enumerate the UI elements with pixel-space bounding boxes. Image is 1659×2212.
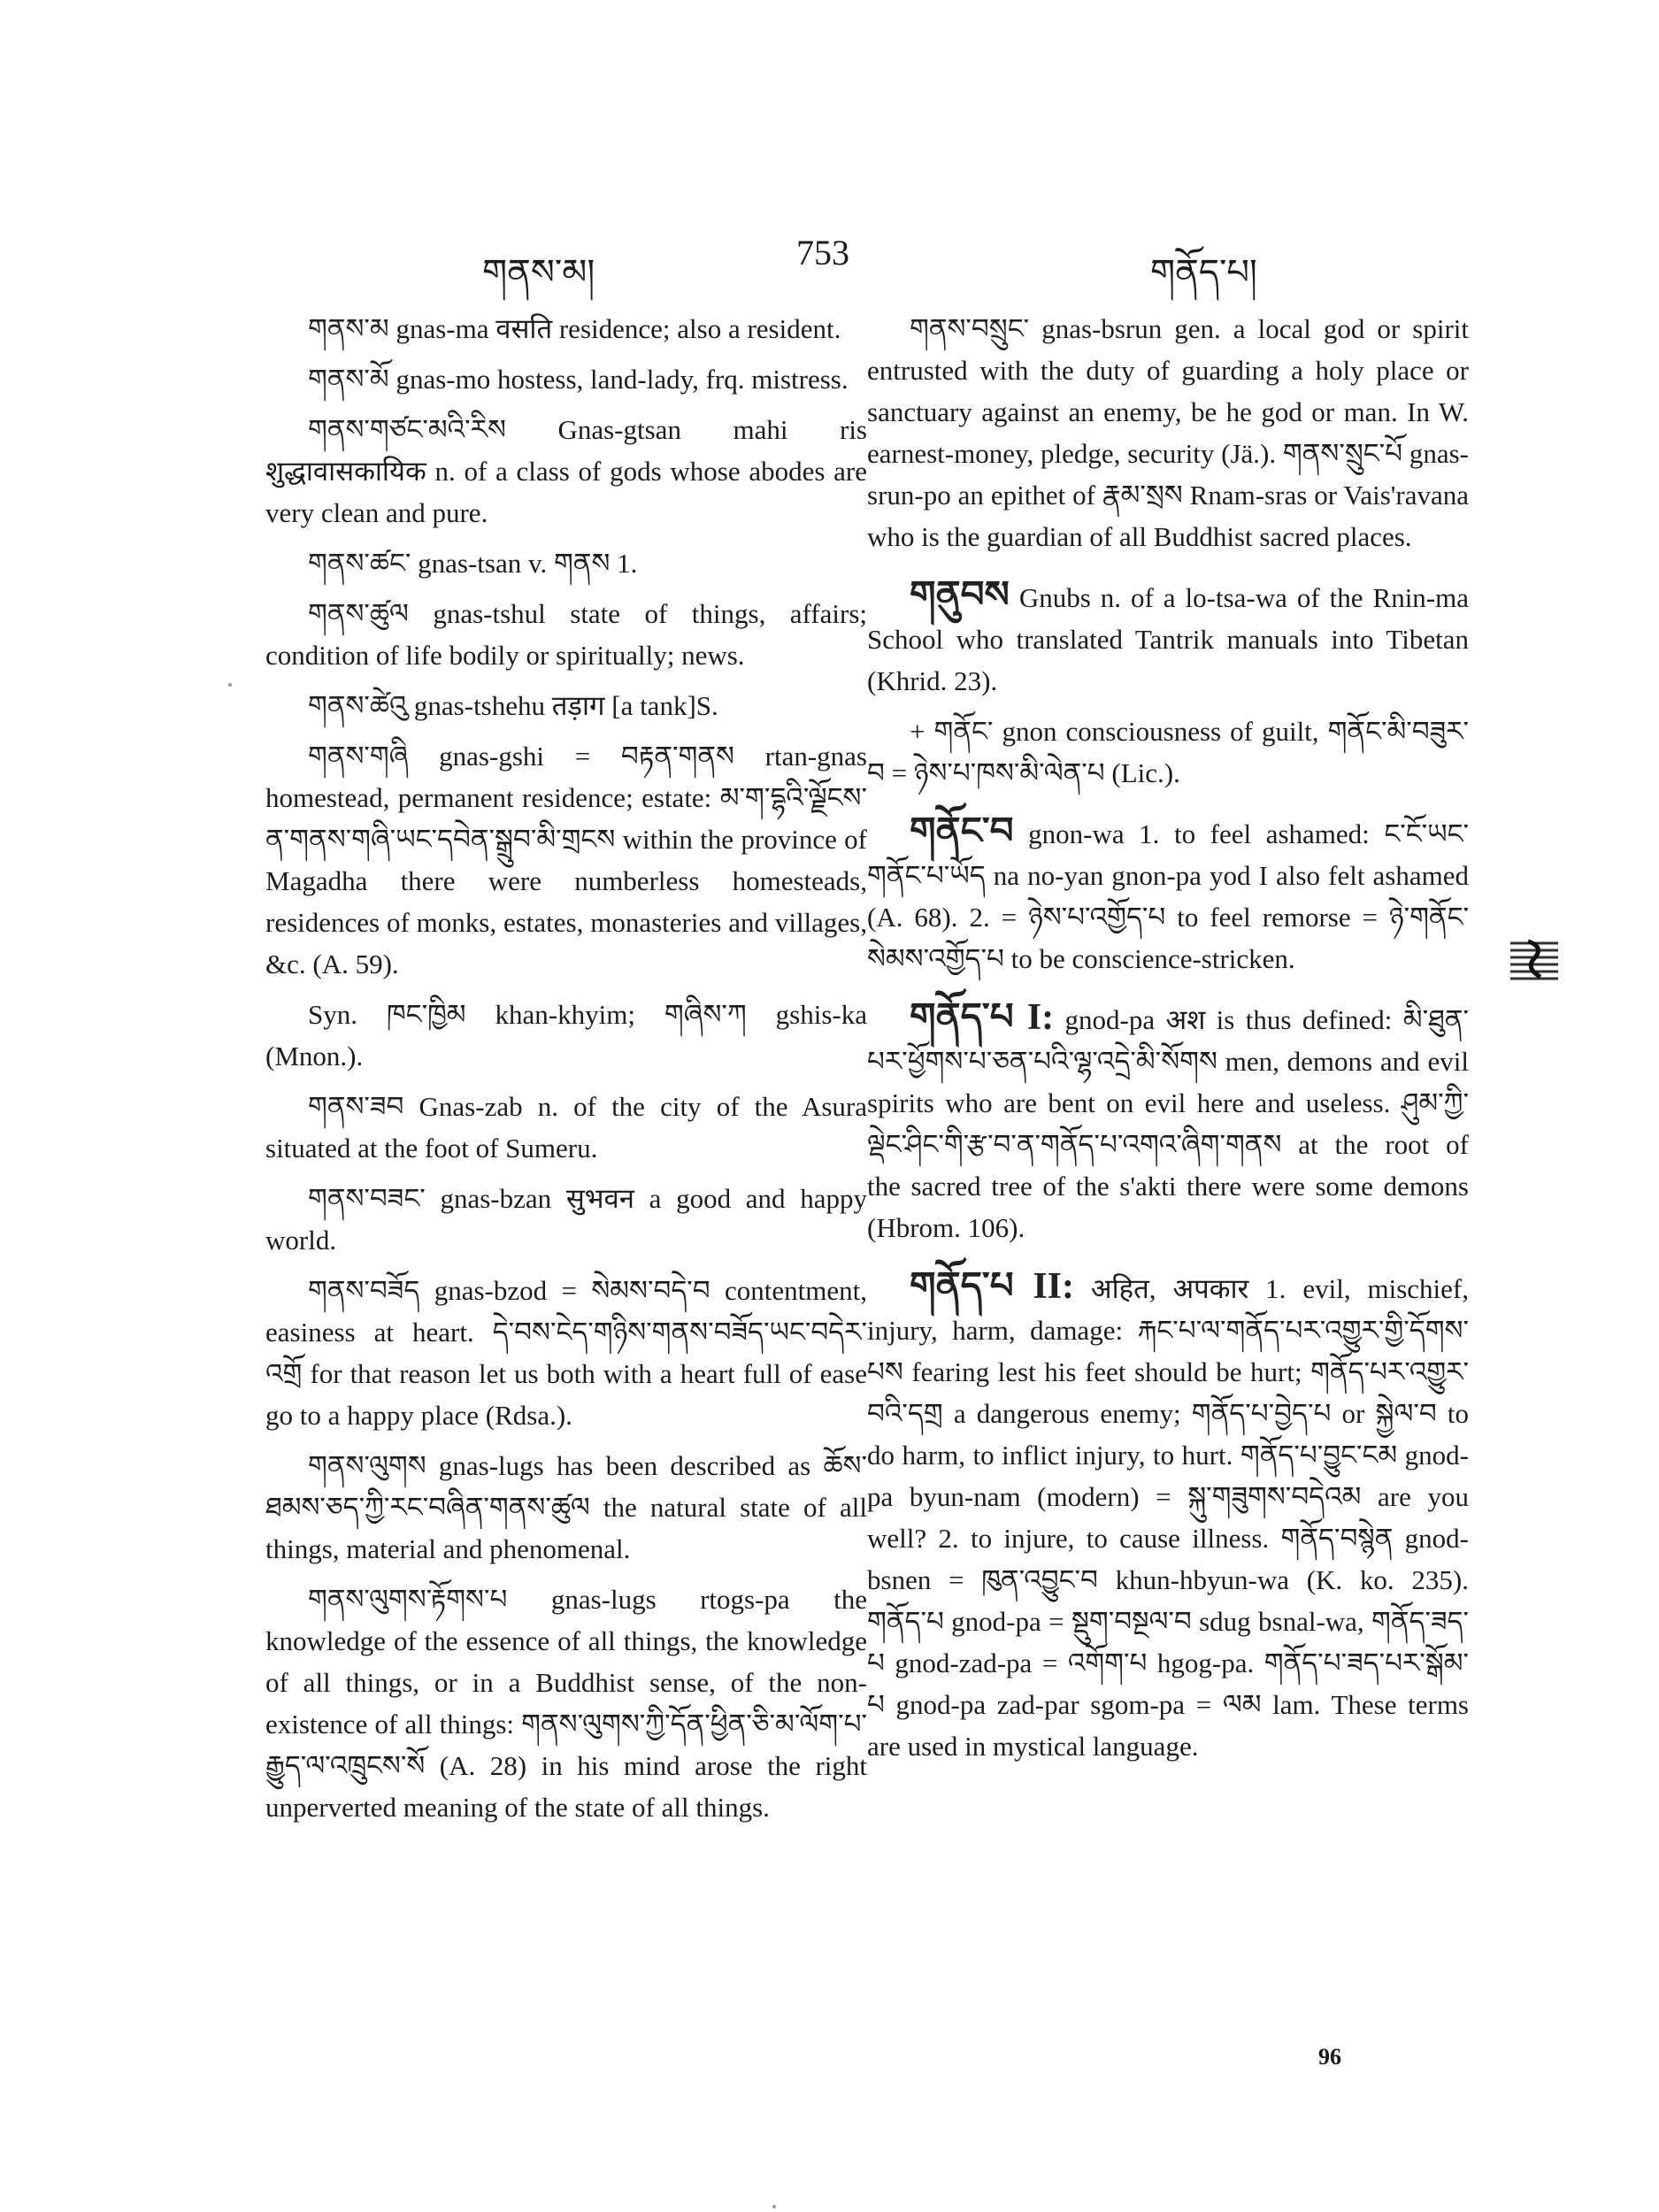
bottom-mark xyxy=(772,2205,776,2208)
header-right-word: གནོད་པ། xyxy=(1150,252,1257,293)
margin-mark xyxy=(228,683,232,687)
entry: གནས་བཟང་ gnas-bzan सुभवन a good and happy world. xyxy=(265,1183,867,1256)
page-header xyxy=(265,232,1416,293)
entry: གནུབས Gnubs n. of a lo-tsa-wa of the Rnin-ma School who translated Tantrik manuals into Tibetan (Khrid. 23). xyxy=(867,575,1469,696)
thumb-index-icon xyxy=(1509,938,1560,984)
entry: གནས་མོ gnas-mo hostess, land-lady, frq. mistress. xyxy=(308,364,849,395)
entry: གནས་ལུགས་རྟོགས་པ gnas-lugs rtogs-pa the knowledge of the essence of all things, the knowledge of all things, or in a Buddhist sense, of the non-existence of all things: གནས་ལུགས་ཀྱི་དོན་ཕྱིན་ཅི་མ་ལོག་པ་རྒྱུད་ལ་འཁྲུངས་སོ (A. 28) in his mind arose the right unperverted meaning of the state of all things. xyxy=(265,1584,868,1823)
entry: གནས་གཙང་མའི་རིས Gnas-gtsan mahi ris शुद्धावासकायिक n. of a class of gods whose abodes are very clean and pure. xyxy=(265,414,867,528)
entry: གནས་བཟོད gnas-bzod = སེམས་བདེ་བ contentment, easiness at heart. དེ་བས་ངེད་གཉིས་གནས་བཟོད་ཡང་བདེར་འགྲོ for that reason let us both with a heart full of ease go to a happy place (Rdsa.). xyxy=(265,1275,867,1431)
entry: གནས་ཚེའུ gnas-tshehu तड़ाग [a tank]S. xyxy=(308,690,718,721)
entry: གནོང་བ gnon-wa 1. to feel ashamed: ང་ངོ་ཡང་གནོང་པ་ཡོད nа no-yan gnon-pa yod I also felt ashamed (A. 68). 2. = ཉེས་པ་འགྱོད་པ to feel remorse = ཉེ་གནོང་སེམས་འགྱོད་པ to be conscience-stricken. xyxy=(867,811,1469,974)
right-column xyxy=(867,308,1469,1776)
signature-number: 96 xyxy=(1318,2044,1341,2070)
entry: གནས་ཚུལ gnas-tshul state of things, affairs; condition of life bodily or spiritually; news. xyxy=(265,598,867,671)
entry: གནས་ཚང་ gnas-tsan v. གནས 1. xyxy=(308,548,638,579)
entry: Syn. ཁང་ཁྱིམ khan-khyim; གཞིས་ཀ gshis-ka (Mnon.). xyxy=(265,999,867,1071)
page-number: 753 xyxy=(796,233,849,273)
entry: གནས་མ gnas-ma वसति residence; also a resident. xyxy=(308,313,841,344)
entry: གནོད་པ I: gnod-pa अश is thus defined: མི་ཐུན་པར་ཕྱོགས་པ་ཅན་པའི་ལྷ་འདྲེ་མི་སོགས men, demons and evil spirits who are bent on evil here and useless. ཤུམ་ཀྱི་ལྡེང་ཤིང་གི་རྩ་བ་ན་གནོད་པ་འགའ་ཞིག་གནས at the root of the sacred tree of the s'akti there were some demons (Hbrom. 106). xyxy=(867,997,1469,1243)
entry: གནས་ལུགས gnas-lugs has been described as ཆོས་ཐམས་ཅད་ཀྱི་རང་བཞིན་གནས་ཚུལ the natural state of all things, material and phenomenal. xyxy=(265,1450,867,1564)
entry: གནོད་པ II: अहित, अपकार 1. evil, mischief, injury, harm, damage: རྐང་པ་ལ་གནོད་པར་འགྱུར་གྱི་དོགས་པས fearing lest his feet should be hurt; གནོད་པར་འགྱུར་བའི་དགྲ a dangerous enemy; གནོད་པ་བྱེད་པ or སྐྱེལ་བ to do harm, to inflict injury, to hurt. གནོད་པ་བྱུང་ངམ gnod-pa byun-nam (modern) = སྐུ་གཟུགས་བདེའམ are you well? 2. to injure, to cause illness. གནོད་བསྙེན gnod-bsnen = ཁུན་འབྱུང་བ khun-hbyun-wa (K. ko. 235). གནོད་པ gnod-pa = སྡུག་བསྔལ་བ sdug bsnal-wa, གནོད་ཟད་པ gnod-zad-pa = འགོག་པ hgog-pa. གནོད་པ་ཟད་པར་སྒོམ་པ gnod-pa zad-par sgom-pa = ལམ lam. These terms are used in mystical language. xyxy=(867,1266,1469,1762)
left-column xyxy=(265,308,867,1837)
entry: གནས་གཞི gnas-gshi = བརྟན་གནས rtan-gnas homestead, permanent residence; estate: མ་ག་དྷའི་ལྗོངས་ན་གནས་གཞི་ཡང་དབེན་སྒྲུབ་མི་གྲངས within the province of Magadha there were numberless homesteads, residences of monks, estates, monasteries and villages, &c. (A. 59). xyxy=(265,741,867,979)
entry: གནས་བསྲུང་ gnas-bsrun gen. a local god or spirit entrusted with the duty of guarding a holy place or sanctuary against an enemy, be he god or man. In W. earnest-money, pledge, security (Jä.). གནས་སྲུང་པོ gnas-srun-po an epithet of རྣམ་སྲས Rnam-sras or Vais'ravana who is the guardian of all Buddhist sacred places. xyxy=(867,313,1469,552)
header-left-word: གནས་མ། xyxy=(482,252,595,293)
entry: + གནོང་ gnon consciousness of guilt, གནོང་མི་བཟུར་བ = ཉེས་པ་ཁས་མི་ལེན་པ (Lic.). xyxy=(867,716,1470,788)
entry: གནས་ཟབ Gnas-zab n. of the city of the Asura situated at the foot of Sumeru. xyxy=(265,1091,867,1164)
